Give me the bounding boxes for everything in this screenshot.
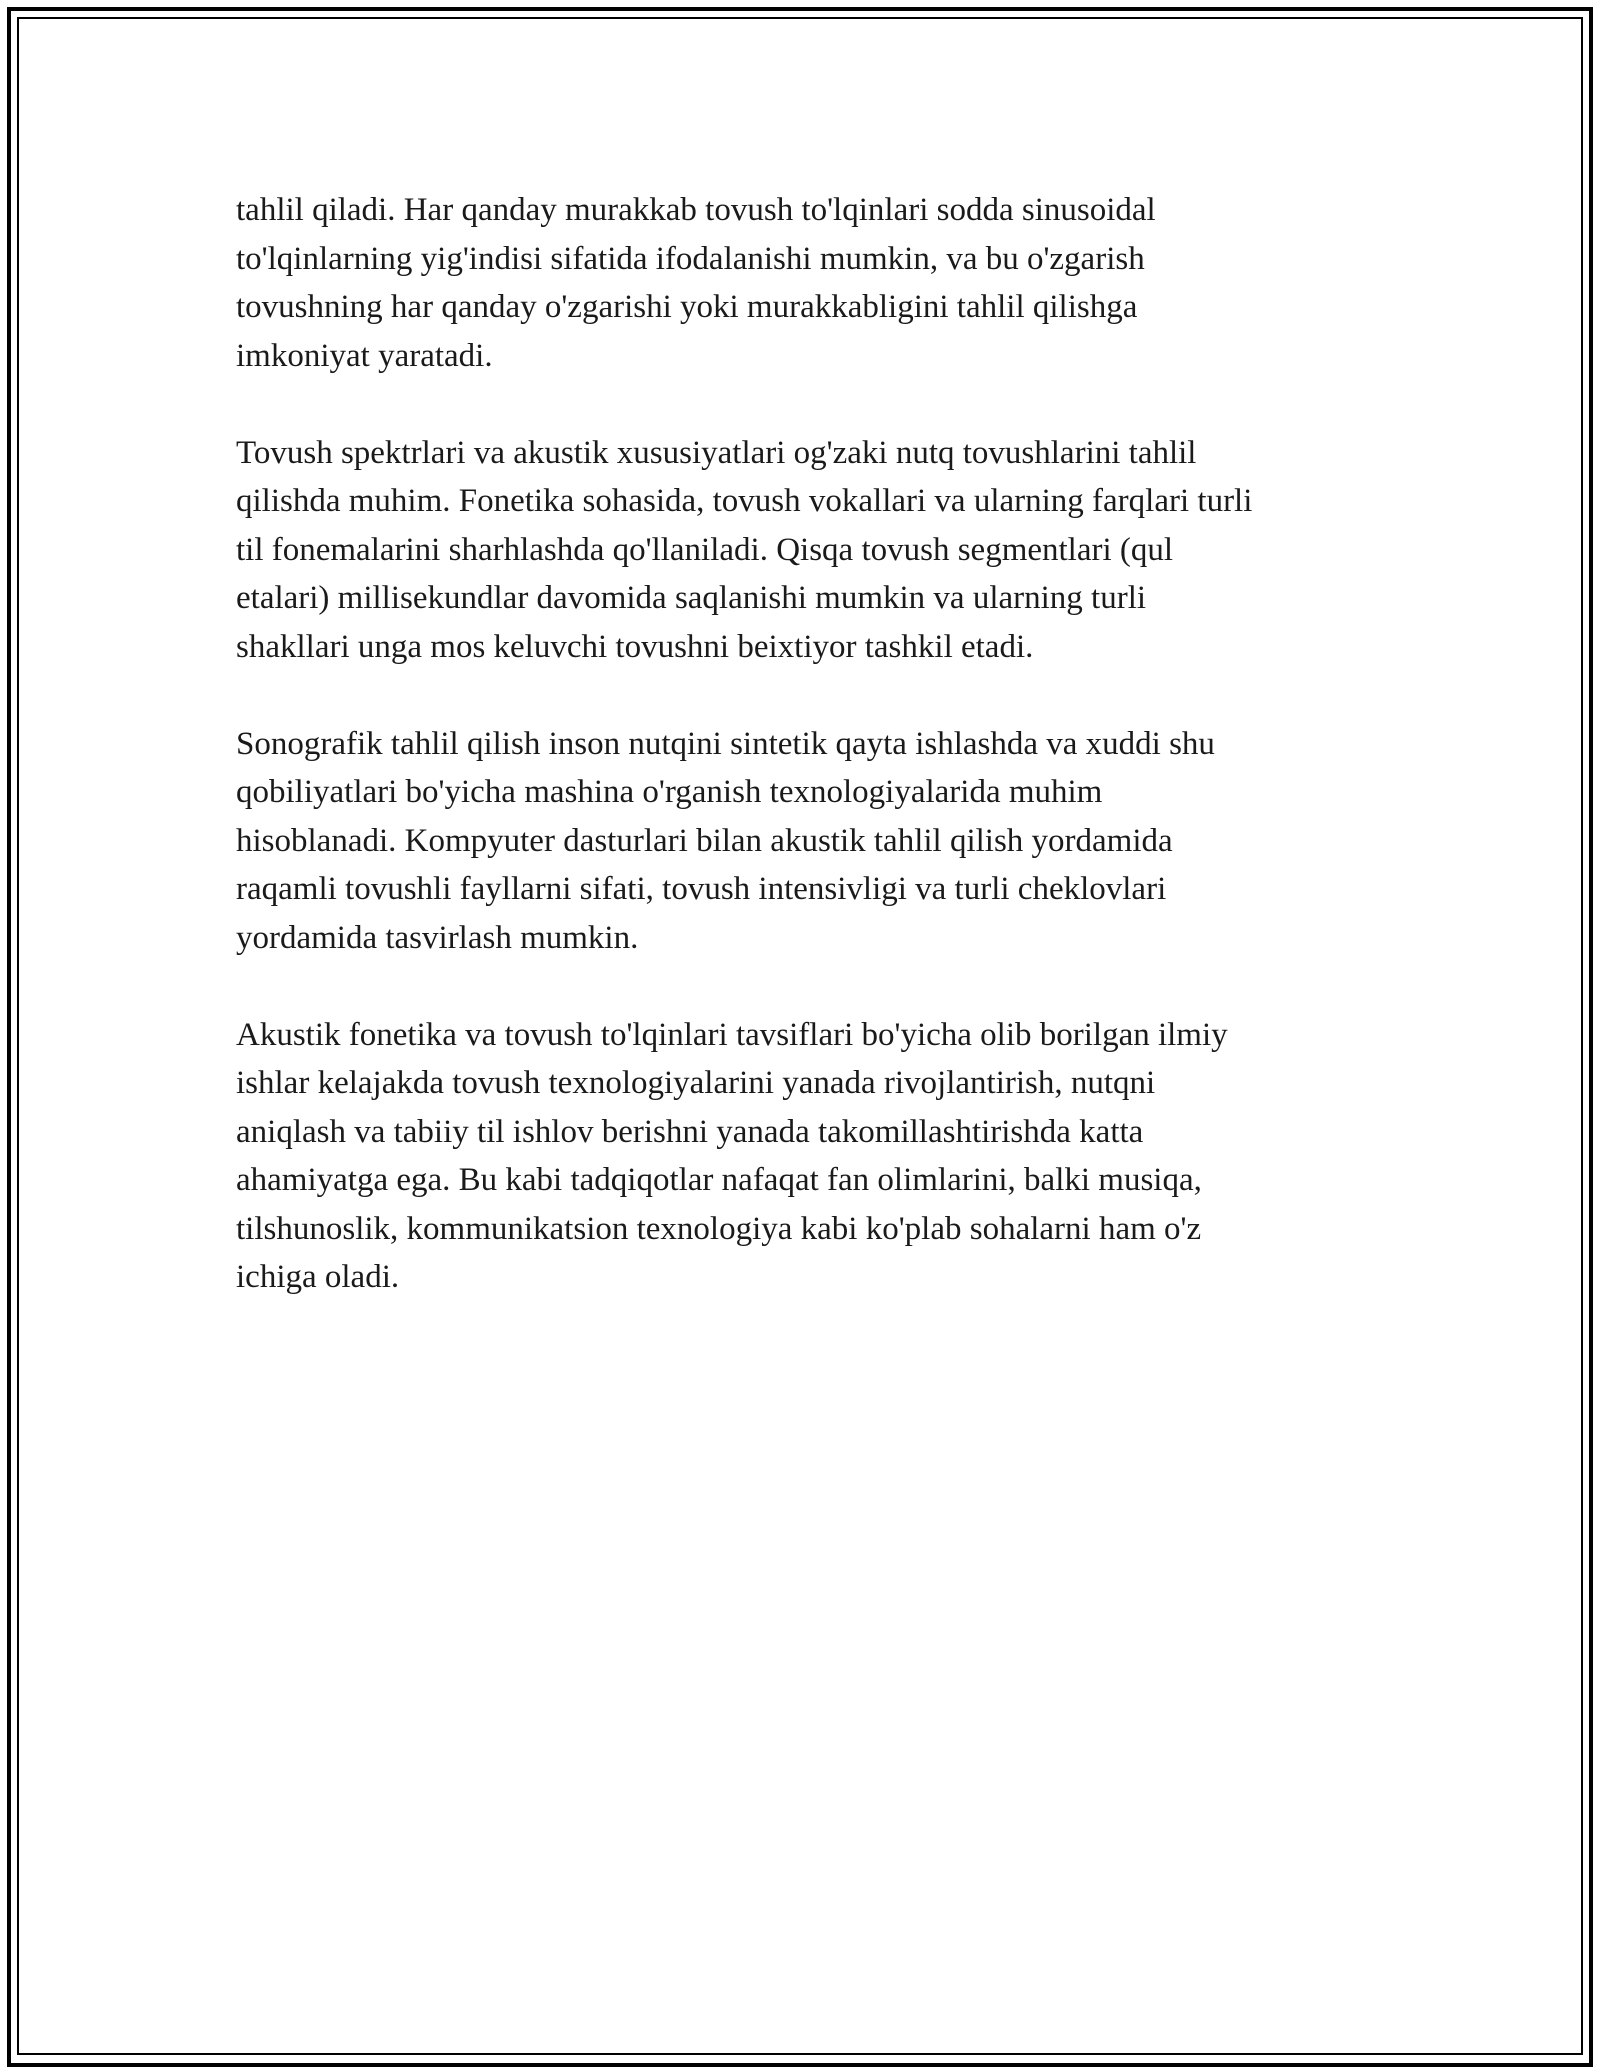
- text-line: tovushning har qanday o'zgarishi yoki murakkabligini tahlil qilishga: [236, 289, 1138, 325]
- text-line: imkoniyat yaratadi.: [236, 337, 493, 374]
- text-line: til fonemalarini sharhlashda qo'llaniladi. Qisqa tovush segmentlari (qul: [236, 531, 1174, 568]
- text-line: ishlar kelajakda tovush texnologiyalarini yanada rivojlantirish, nutqni: [236, 1065, 1156, 1101]
- text-line: qobiliyatlari bo'yicha mashina o'rganish texnologiyalarida muhim: [236, 774, 1103, 810]
- text-line: etalari) millisekundlar davomida saqlanishi mumkin va ularning turli: [236, 580, 1147, 616]
- paragraph-1: [236, 186, 1396, 380]
- text-line: Akustik fonetika va tovush to'lqinlari tavsiflari bo'yicha olib borilgan ilmiy: [236, 1016, 1228, 1053]
- text-line: qilishda muhim. Fonetika sohasida, tovush vokallari va ularning farqlari turli: [236, 483, 1253, 519]
- paragraph-4: [236, 1011, 1396, 1302]
- text-line: aniqlash va tabiiy til ishlov berishni yanada takomillashtirishda katta: [236, 1113, 1144, 1150]
- paragraph-3: [236, 720, 1396, 963]
- text-line: hisoblanadi. Kompyuter dasturlari bilan akustik tahlil qilish yordamida: [236, 822, 1173, 859]
- text-line: to'lqinlarning yig'indisi sifatida ifodalanishi mumkin, va bu o'zgarish: [236, 240, 1145, 277]
- text-line: tahlil qiladi. Har qanday murakkab tovush to'lqinlari sodda sinusoidal: [236, 192, 1156, 228]
- paragraph-2: [236, 429, 1396, 672]
- text-line: yordamida tasvirlash mumkin.: [236, 919, 639, 956]
- text-line: shakllari unga mos keluvchi tovushni beixtiyor tashkil etadi.: [236, 628, 1034, 665]
- text-line: raqamli tovushli fayllarni sifati, tovush intensivligi va turli cheklovlari: [236, 871, 1167, 907]
- text-line: ichiga oladi.: [236, 1259, 400, 1295]
- document-body: [236, 186, 1396, 1350]
- text-line: tilshunoslik, kommunikatsion texnologiya kabi ko'plab sohalarni ham o'z: [236, 1210, 1202, 1247]
- text-line: Tovush spektrlari va akustik xususiyatlari og'zaki nutq tovushlarini tahlil: [236, 434, 1197, 471]
- text-line: Sonografik tahlil qilish inson nutqini sintetik qayta ishlashda va xuddi shu: [236, 725, 1215, 762]
- text-line: ahamiyatga ega. Bu kabi tadqiqotlar nafaqat fan olimlarini, balki musiqa,: [236, 1162, 1202, 1198]
